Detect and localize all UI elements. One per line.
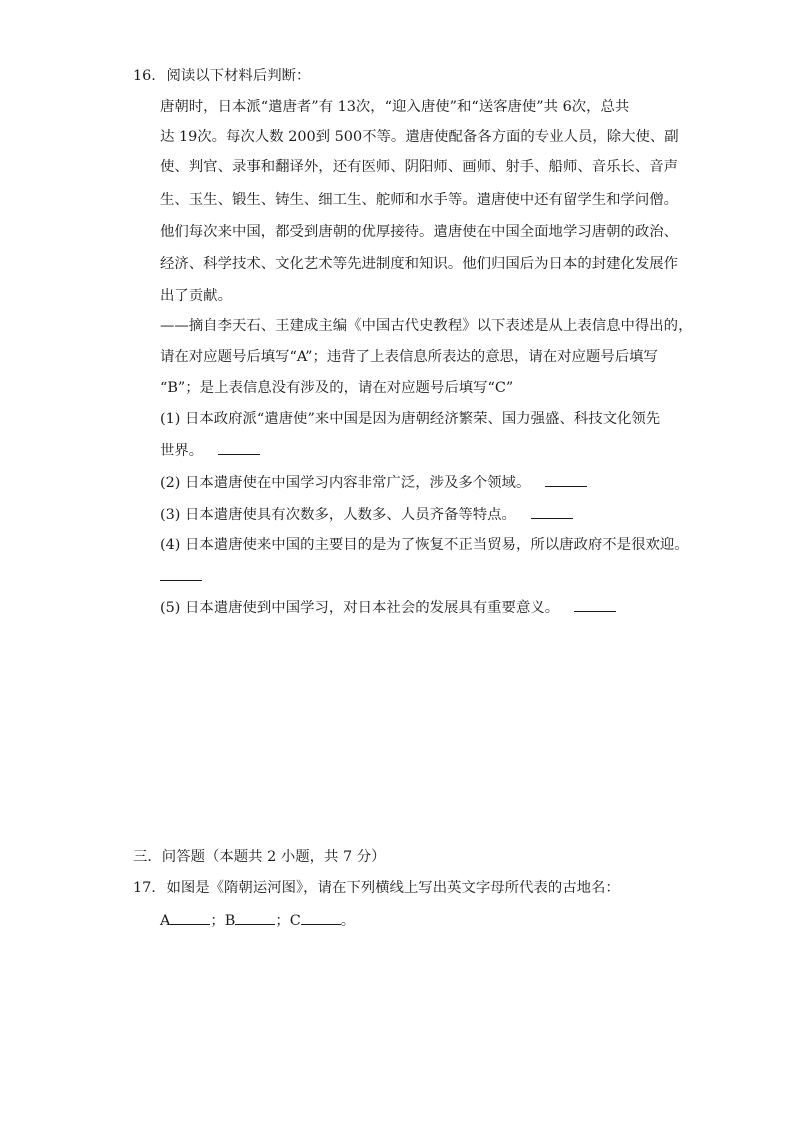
answer-blank-2[interactable]	[545, 472, 587, 487]
answer-blank-3[interactable]	[531, 504, 573, 519]
item-3: (3) 日本遣唐使具有次数多，人数多、人员齐备等特点。	[160, 504, 573, 525]
instruction-line: “B”；是上表信息没有涉及的，请在对应题号后填写“C”	[160, 380, 514, 396]
material-line: 经济、科学技术、文化艺术等先进制度和知识。他们归国后为日本的封建化发展作	[160, 256, 679, 272]
answer-blank-4[interactable]	[160, 566, 202, 581]
section-3-heading: 三．问答题（本题共 2 小题，共 7 分）	[133, 849, 386, 865]
item-1-line-2: 世界。	[160, 440, 260, 461]
item-2: (2) 日本遣唐使在中国学习内容非常广泛，涉及多个领域。	[160, 472, 587, 493]
material-line: 唐朝时，日本派“遣唐者”有 13次，“迎入唐使”和“送客唐使”共 6次，总共	[160, 99, 630, 115]
material-line: 生、玉生、锻生、铸生、细工生、舵师和水手等。遣唐使中还有留学生和学问僧。	[160, 192, 679, 208]
material-line: 他们每次来中国，都受到唐朝的优厚接待。遣唐使在中国全面地学习唐朝的政治、	[160, 224, 679, 240]
material-line: 使、判官、录事和翻译外，还有医师、阴阳师、画师、射手、船师、音乐长、音声	[160, 159, 679, 175]
item-5: (5) 日本遣唐使到中国学习，对日本社会的发展具有重要意义。	[160, 597, 616, 618]
question-17-answers: A ；B ；C 。	[160, 910, 355, 931]
question-16-header	[133, 66, 310, 86]
item-1-line-1: (1) 日本政府派“遣唐使”来中国是因为唐朝经济繁荣、国力强盛、科技文化领先	[160, 411, 661, 427]
answer-blank-a[interactable]	[170, 910, 210, 925]
answer-blank-1[interactable]	[218, 440, 260, 455]
question-prompt: 如图是《隋朝运河图》，请在下列横线上写出英文字母所代表的古地名：	[166, 880, 620, 896]
question-number: 17.	[133, 880, 156, 896]
answer-blank-b[interactable]	[235, 910, 275, 925]
question-number: 16.	[133, 68, 156, 84]
item-4: (4) 日本遣唐使来中国的主要目的是为了恢复不正当贸易，所以唐政府不是很欢迎。	[160, 537, 689, 553]
question-17-header	[133, 878, 620, 898]
instruction-line: 请在对应题号后填写“A”；违背了上表信息所表达的意思，请在对应题号后填写	[160, 349, 658, 365]
material-line: 达 19次。每次人数 200到 500不等。遣唐使配备各方面的专业人员，除大使、副	[160, 129, 679, 145]
answer-blank-5[interactable]	[574, 597, 616, 612]
material-line: 出了贡献。	[160, 288, 232, 304]
item-4-blank-row	[160, 566, 202, 587]
question-prompt: 阅读以下材料后判断：	[166, 68, 311, 84]
answer-blank-c[interactable]	[301, 910, 341, 925]
instruction-line: ——摘自李天石、王建成主编《中国古代史教程》以下表述是从上表信息中得出的，	[160, 318, 693, 334]
